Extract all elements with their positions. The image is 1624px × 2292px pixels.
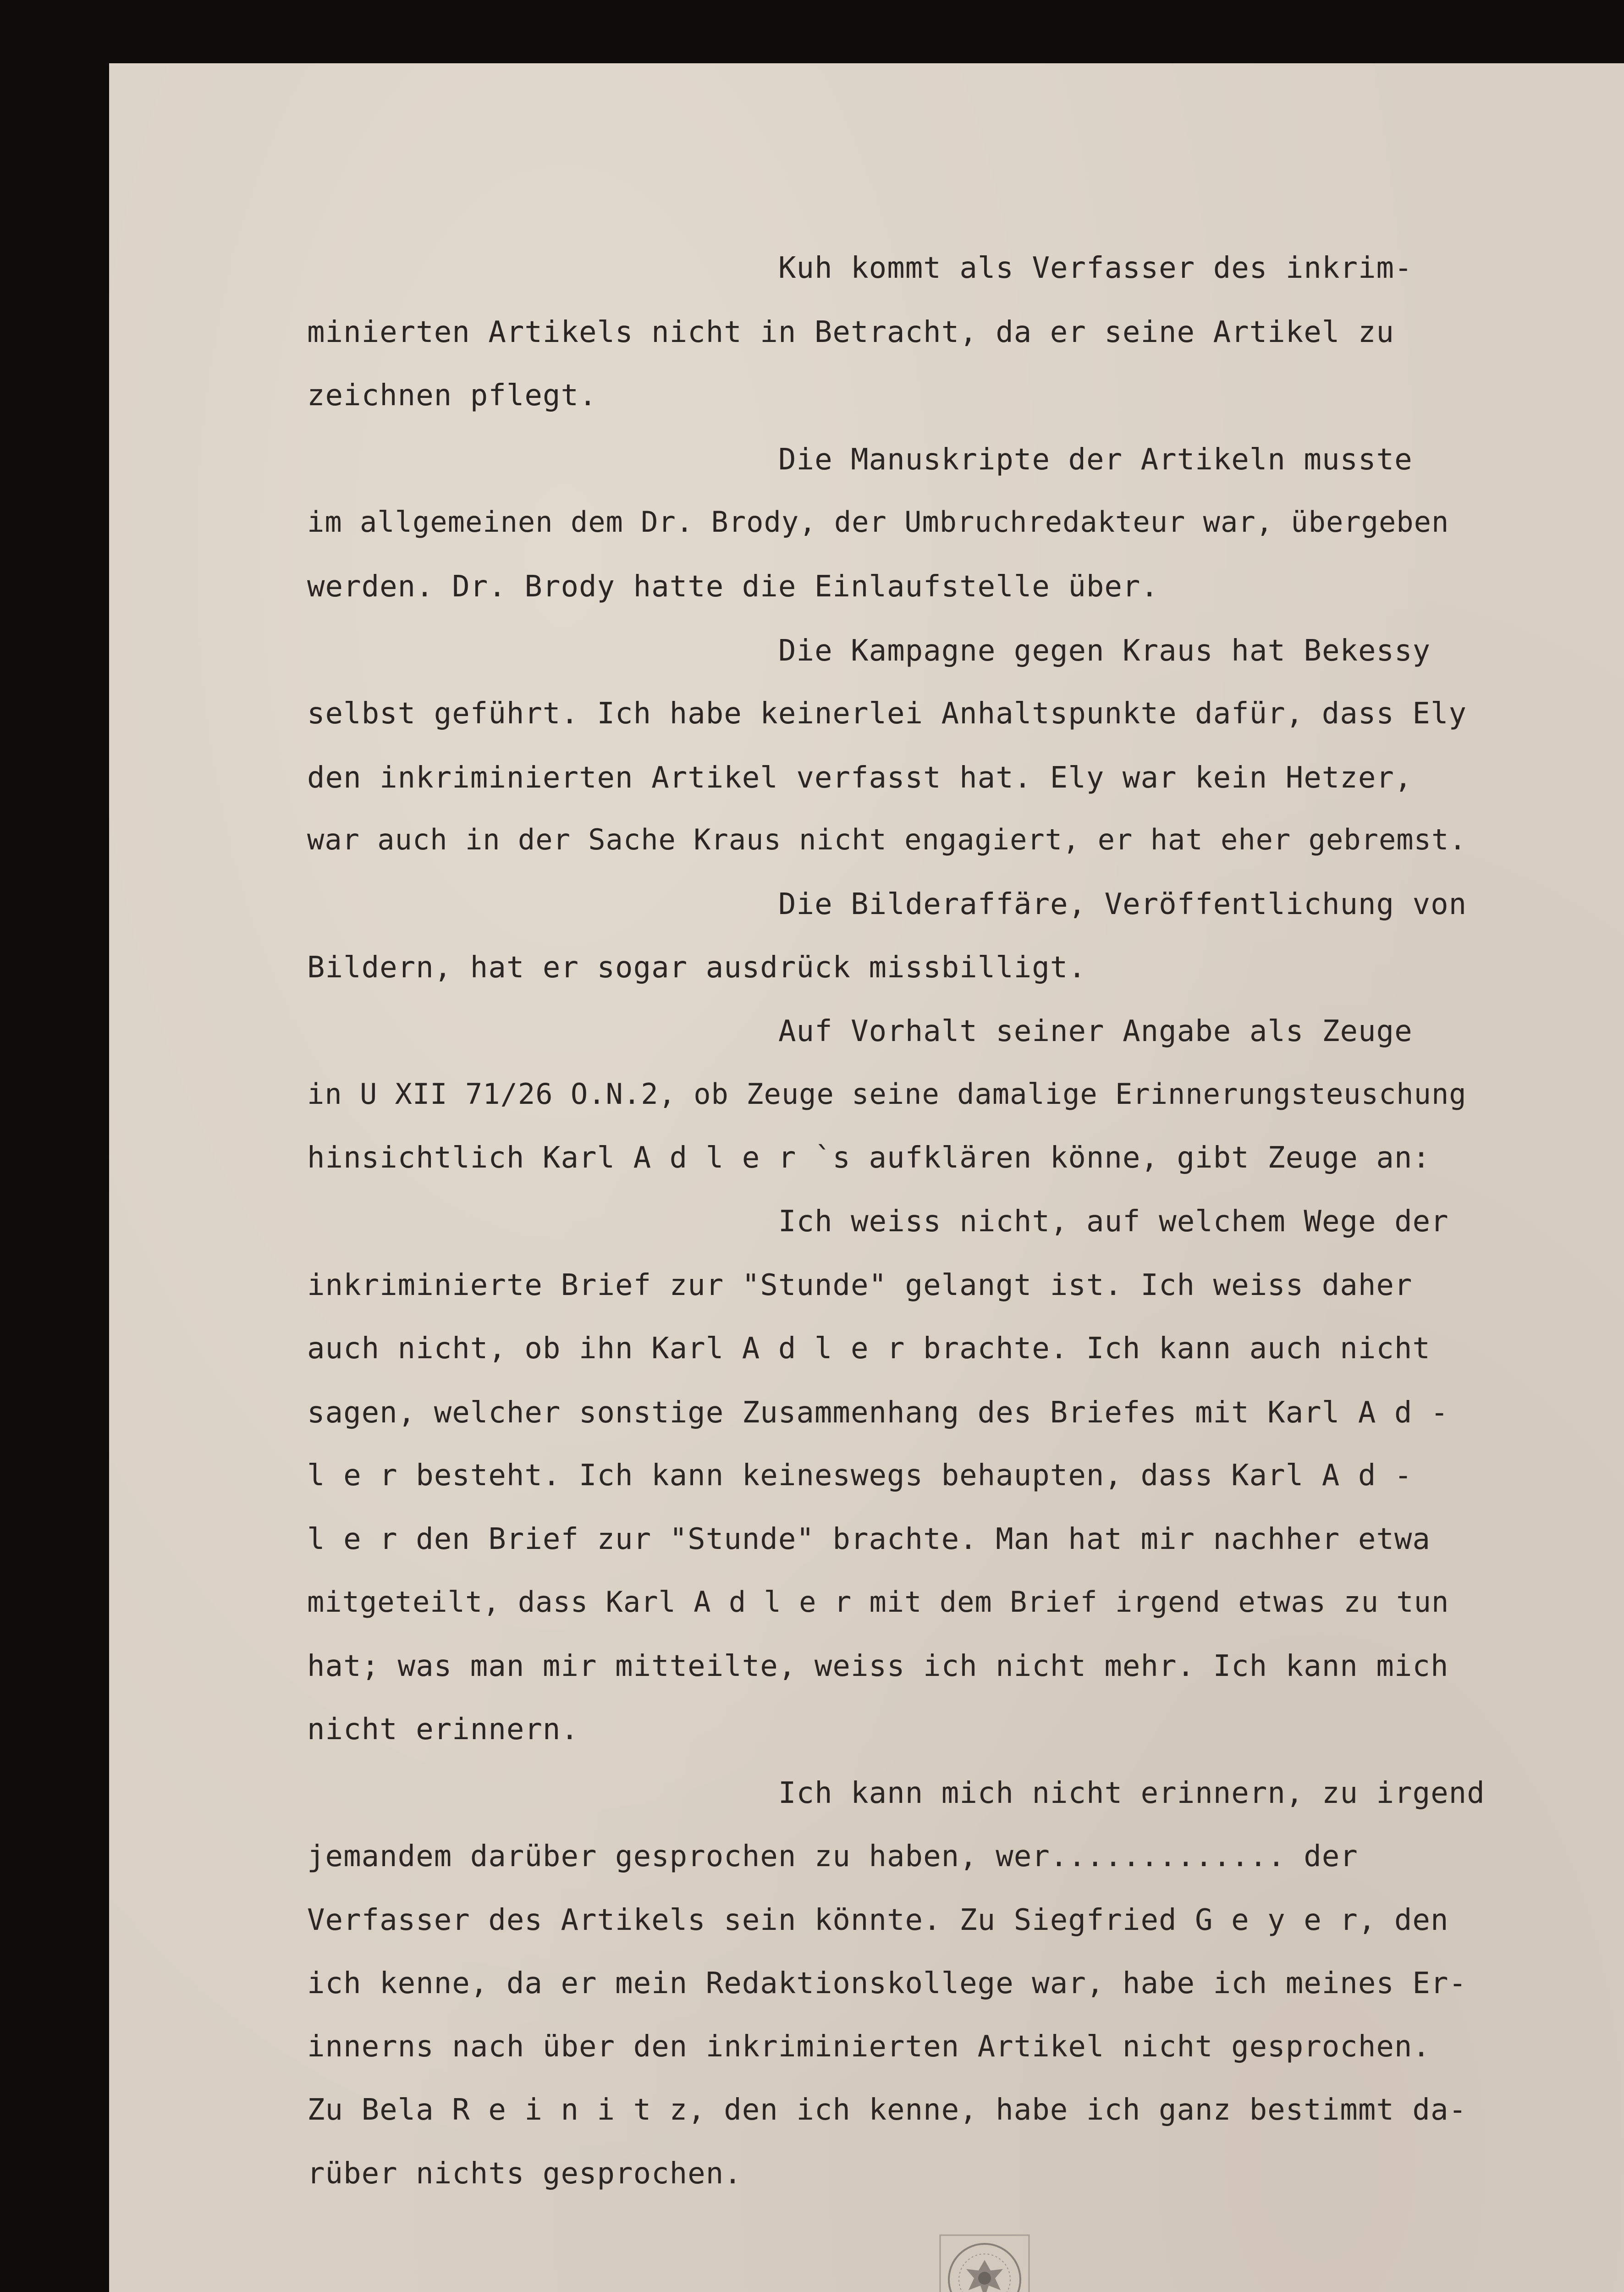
text-line: auch nicht, ob ihn Karl A d l e r brachte. Ich kann auch nicht: [307, 1332, 1431, 1366]
text-line: Zu Bela R e i n i t z, den ich kenne, habe ich ganz bestimmt da-: [307, 2093, 1467, 2127]
text-line: nicht erinnern.: [307, 1713, 579, 1747]
text-line: l e r besteht. Ich kann keineswegs behaupten, dass Karl A d -: [307, 1459, 1413, 1493]
text-line: Die Manuskripte der Artikeln musste: [778, 443, 1413, 477]
text-line: mitgeteilt, dass Karl A d l e r mit dem Brief irgend etwas zu tun: [307, 1585, 1449, 1619]
text-line: hinsichtlich Karl A d l e r `s aufklären könne, gibt Zeuge an:: [307, 1141, 1431, 1175]
text-line: Die Kampagne gegen Kraus hat Bekessy: [778, 634, 1431, 668]
text-line: Verfasser des Artikels sein könnte. Zu Siegfried G e y e r, den: [307, 1903, 1449, 1937]
text-line: Auf Vorhalt seiner Angabe als Zeuge: [778, 1014, 1413, 1048]
text-line: minierten Artikels nicht in Betracht, da er seine Artikel zu: [307, 315, 1394, 349]
text-line: hat; was man mir mitteilte, weiss ich nicht mehr. Ich kann mich: [307, 1649, 1449, 1683]
text-line: Bildern, hat er sogar ausdrück missbilligt.: [307, 951, 1086, 985]
text-line: war auch in der Sache Kraus nicht engagiert, er hat eher gebremst.: [307, 823, 1467, 856]
archive-seal-icon: [932, 2227, 1037, 2292]
document-page: [109, 63, 1624, 2292]
text-line: den inkriminierten Artikel verfasst hat. Ely war kein Hetzer,: [307, 761, 1413, 795]
text-line: werden. Dr. Brody hatte die Einlaufstelle über.: [307, 570, 1159, 604]
text-line: selbst geführt. Ich habe keinerlei Anhaltspunkte dafür, dass Ely: [307, 697, 1467, 731]
text-line: sagen, welcher sonstige Zusammenhang des Briefes mit Karl A d -: [307, 1396, 1449, 1430]
text-line: im allgemeinen dem Dr. Brody, der Umbruchredakteur war, übergeben: [307, 505, 1449, 539]
text-line: inkriminierte Brief zur "Stunde" gelangt ist. Ich weiss daher: [307, 1268, 1413, 1302]
text-line: ich kenne, da er mein Redaktionskollege war, habe ich meines Er-: [307, 1967, 1467, 2000]
text-line: Ich kann mich nicht erinnern, zu irgend: [778, 1776, 1485, 1810]
text-line: in U XII 71/26 O.N.2, ob Zeuge seine damalige Erinnerungsteuschung: [307, 1077, 1467, 1111]
text-line: jemandem darüber gesprochen zu haben, wer............. der: [307, 1840, 1358, 1873]
text-line: Kuh kommt als Verfasser des inkrim-: [778, 251, 1413, 285]
text-line: zeichnen pflegt.: [307, 379, 597, 413]
text-line: l e r den Brief zur "Stunde" brachte. Man hat mir nachher etwa: [307, 1522, 1431, 1556]
text-line: rüber nichts gesprochen.: [307, 2157, 742, 2191]
text-line: Ich weiss nicht, auf welchem Wege der: [778, 1205, 1449, 1239]
text-line: Die Bilderaffäre, Veröffentlichung von: [778, 887, 1467, 921]
text-line: innerns nach über den inkriminierten Artikel nicht gesprochen.: [307, 2030, 1431, 2064]
